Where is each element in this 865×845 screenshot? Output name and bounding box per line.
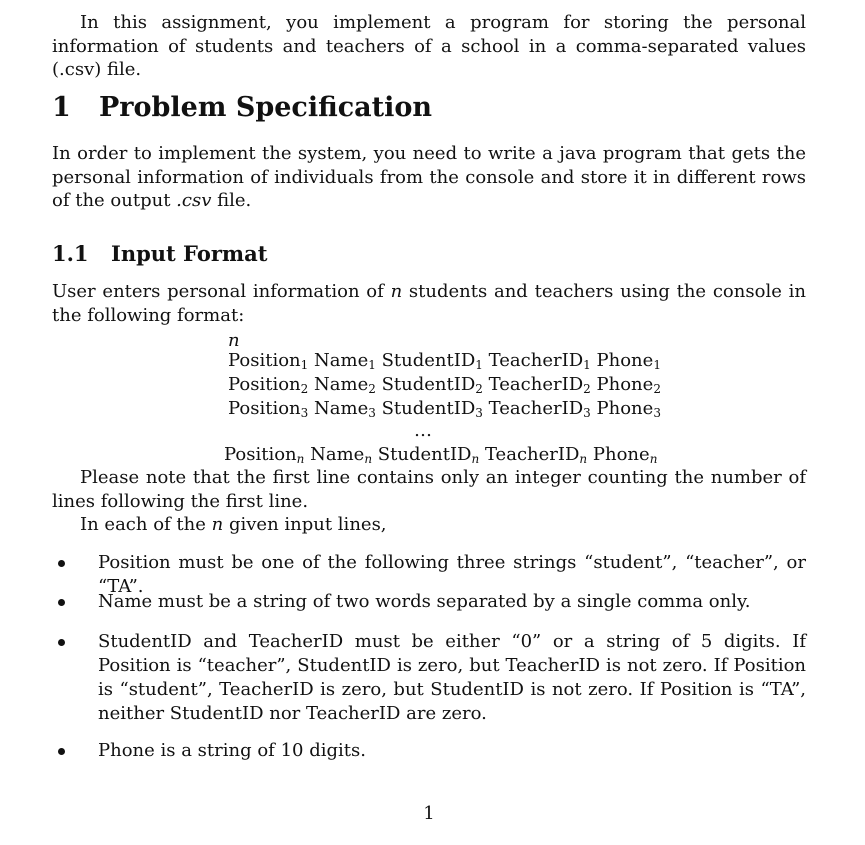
format-first-line: n [228, 330, 240, 351]
section-title: Problem Specification [99, 92, 433, 123]
format-ellipsis: … [414, 420, 432, 441]
section-body-text: In order to implement the system, you need to write a java program that gets the personal information of individuals from the console and store it in different rows of the output [52, 143, 806, 211]
intro-paragraph: In this assignment, you implement a program for storing the personal information of students and teachers of a school in a comma-separated values (.csv) file. [52, 12, 806, 80]
page-number: 1 [423, 803, 435, 824]
section-body [52, 142, 806, 213]
subsection-title: Input Format [111, 241, 268, 266]
subsection-number: 1.1 [52, 241, 89, 266]
list-item: StudentID and TeacherID must be either “0” or a string of 5 digits. If Position is “teacher”, StudentID is zero, but TeacherID is not zero. If Position is “student”, TeacherID is zero, but StudentID is not zero. If Position is “TA”, neither StudentID nor TeacherID are zero. [80, 630, 806, 726]
variable-n: n [390, 281, 403, 302]
format-last-row: Position$_n$ Name$_n$ StudentID$_n$ TeacherID$_n$ Phone$_n$ [224, 444, 658, 466]
list-item: Phone is a string of 10 digits. [80, 739, 806, 763]
list-item: Name must be a string of two words separated by a single comma only. [80, 590, 806, 614]
format-row: Position$_3$ Name$_3$ StudentID$_3$ TeacherID$_3$ Phone$_3$ [228, 398, 661, 420]
section-heading [52, 92, 432, 123]
subsection-body [52, 280, 806, 327]
bullet-icon [58, 639, 65, 646]
section-body-end: file. [217, 190, 252, 211]
bullet-icon [58, 560, 65, 567]
bullet-icon [58, 748, 65, 755]
note-paragraph: Please note that the first line contains only an integer counting the number of lines following the first line. [52, 467, 806, 512]
bullet-icon [58, 599, 65, 606]
subsection-body-end: students and teachers using the console in the following format: [52, 281, 806, 326]
format-row: Position$_1$ Name$_1$ StudentID$_1$ TeacherID$_1$ Phone$_1$ [228, 350, 661, 372]
note-paragraph: In each of the n given input lines, [80, 514, 387, 535]
variable-n: n [211, 514, 224, 535]
csv-extension: .csv [176, 190, 212, 211]
document-page [52, 0, 806, 845]
subsection-body-text: User enters personal information of [52, 281, 384, 302]
format-row: Position$_2$ Name$_2$ StudentID$_2$ TeacherID$_2$ Phone$_2$ [228, 374, 661, 396]
list-item: Position must be one of the following three strings “student”, “teacher”, or “TA”. [80, 551, 806, 599]
section-number: 1 [52, 92, 71, 123]
subsection-heading [52, 241, 267, 266]
